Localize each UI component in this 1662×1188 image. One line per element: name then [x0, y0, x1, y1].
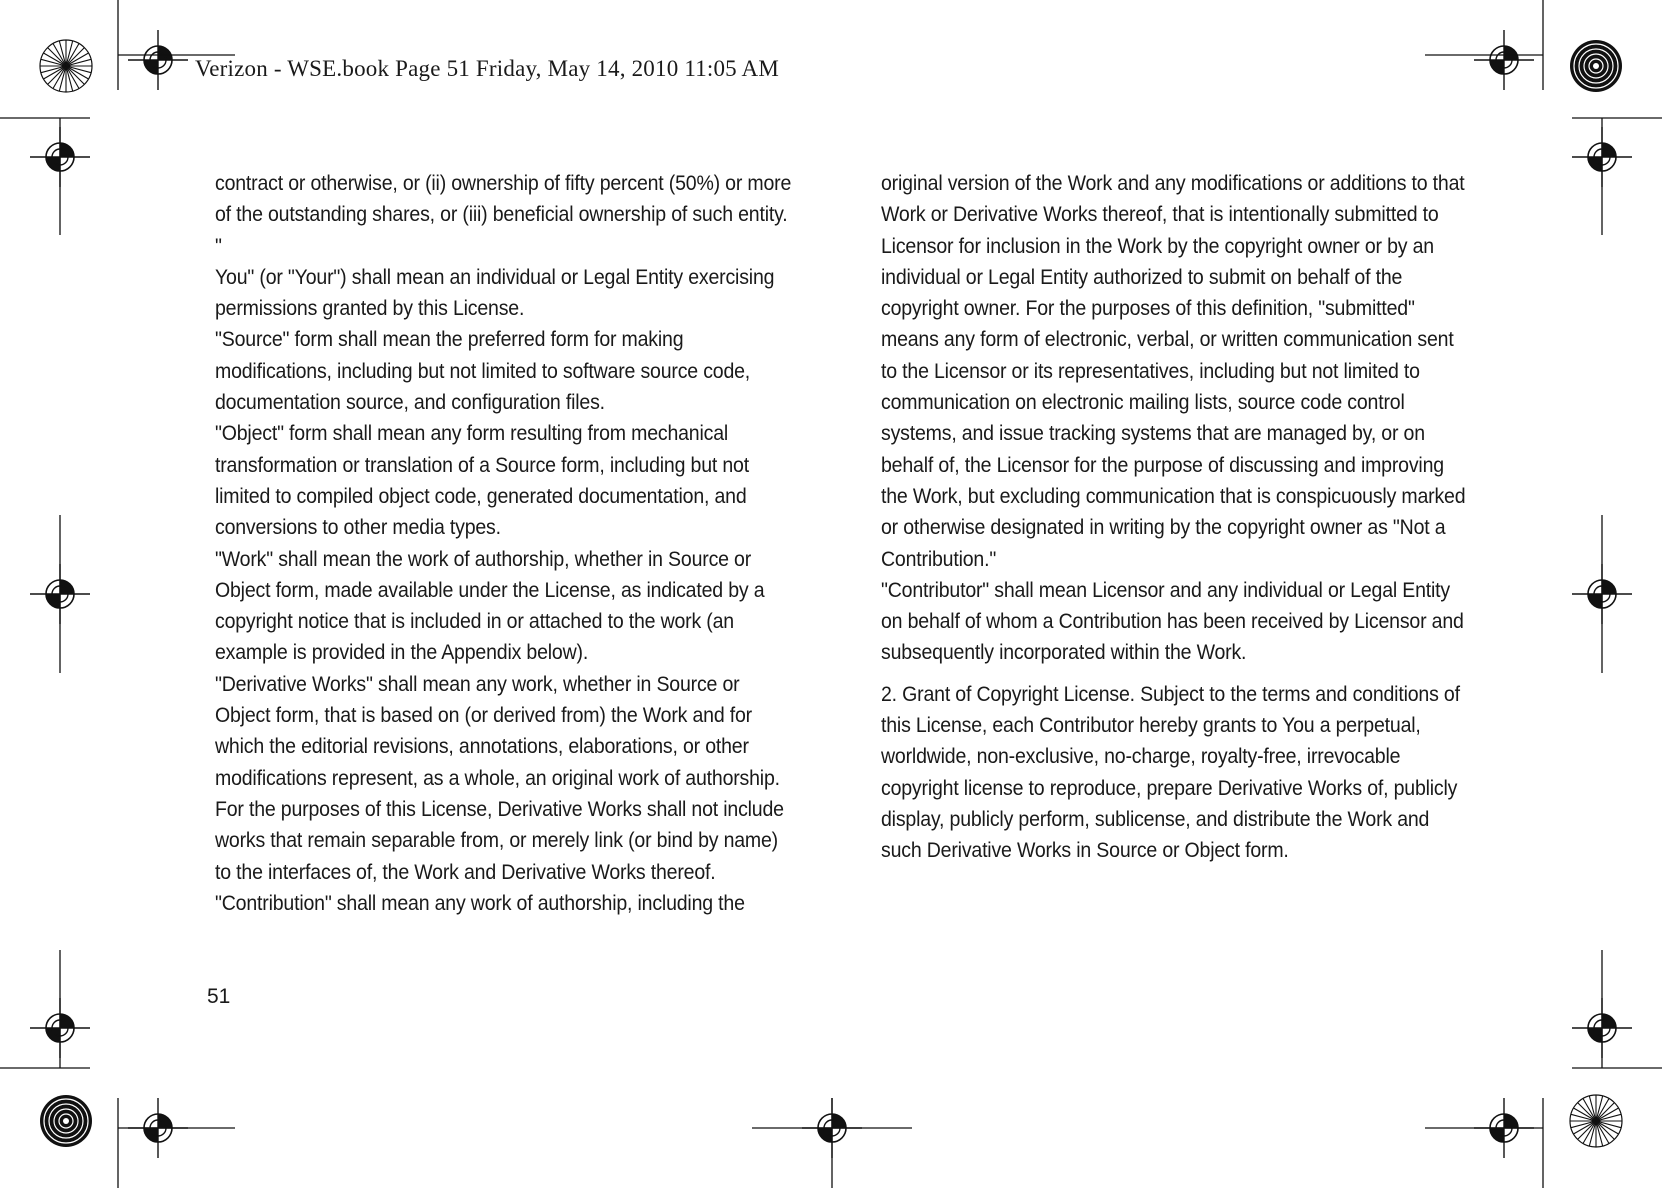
right-column — [881, 168, 1472, 867]
page-number: 51 — [207, 985, 231, 1008]
paragraph-derivative-works-definition: "Derivative Works" shall mean any work, whether in Source or Object form, that is based on (or derived from) the Work and for which the editorial revisions, annotations, elaborations, or other modifications represent, as a whole, an original work of authorship. For the purposes of this License, Derivative Works shall not include works that remain separable from, or merely link (or bind by name) to the interfaces of, the Work and Derivative Works thereof. — [215, 672, 784, 884]
print-slug: Verizon - WSE.book Page 51 Friday, May 14, 2010 11:05 AM — [195, 56, 780, 81]
left-column — [215, 168, 799, 919]
paragraph-you-definition: You" (or "Your") shall mean an individual or Legal Entity exercising permissions granted by this License. — [215, 265, 775, 321]
paragraph-contribution-definition-start: "Contribution" shall mean any work of authorship, including the — [215, 891, 745, 915]
paragraph-contribution-definition-cont: original version of the Work and any modifications or additions to that Work or Derivative Works thereof, that is intentionally submitted to Licensor for inclusion in the Work by the copyright owner or by an individual or Legal Entity authorized to submit on behalf of the copyright owner. For the purposes of this definition, "submitted" means any form of electronic, verbal, or written communication sent to the Licensor or its representatives, including but not limited to communication on electronic mailing lists, source code control systems, and issue tracking systems that are managed by, or on behalf of, the Licensor for the purpose of discussing and improving the Work, but excluding communication that is conspicuously marked or otherwise designated in writing by the copyright owner as "Not a Contribution." — [881, 172, 1466, 571]
paragraph-object-definition: "Object" form shall mean any form resulting from mechanical transformation or translation of a Source form, including but not limited to compiled object code, generated documentation, and conversions to other media types. — [215, 422, 749, 540]
paragraph-controlling-entity: contract or otherwise, or (ii) ownership of fifty percent (50%) or more of the outstanding shares, or (iii) beneficial ownership of such entity. " — [215, 172, 792, 258]
paragraph-grant-of-copyright: 2. Grant of Copyright License. Subject to the terms and conditions of this License, each Contributor hereby grants to You a perpetual, worldwide, non-exclusive, no-charge, royalty-free, irrevocable copyright license to reproduce, prepare Derivative Works of, publicly display, publicly perform, sublicense, and distribute the Work and such Derivative Works in Source or Object form. — [881, 682, 1460, 863]
paragraph-source-definition: "Source" form shall mean the preferred form for making modifications, including but not limited to software source code, documentation source, and configuration files. — [215, 328, 751, 415]
paragraph-contributor-definition: "Contributor" shall mean Licensor and any individual or Legal Entity on behalf of whom a Contribution has been received by Licensor and subsequently incorporated within the Work. — [881, 578, 1464, 665]
paragraph-work-definition: "Work" shall mean the work of authorship, whether in Source or Object form, made available under the License, as indicated by a copyright notice that is included in or attached to the work (an example is provided in the Appendix below). — [215, 547, 765, 665]
